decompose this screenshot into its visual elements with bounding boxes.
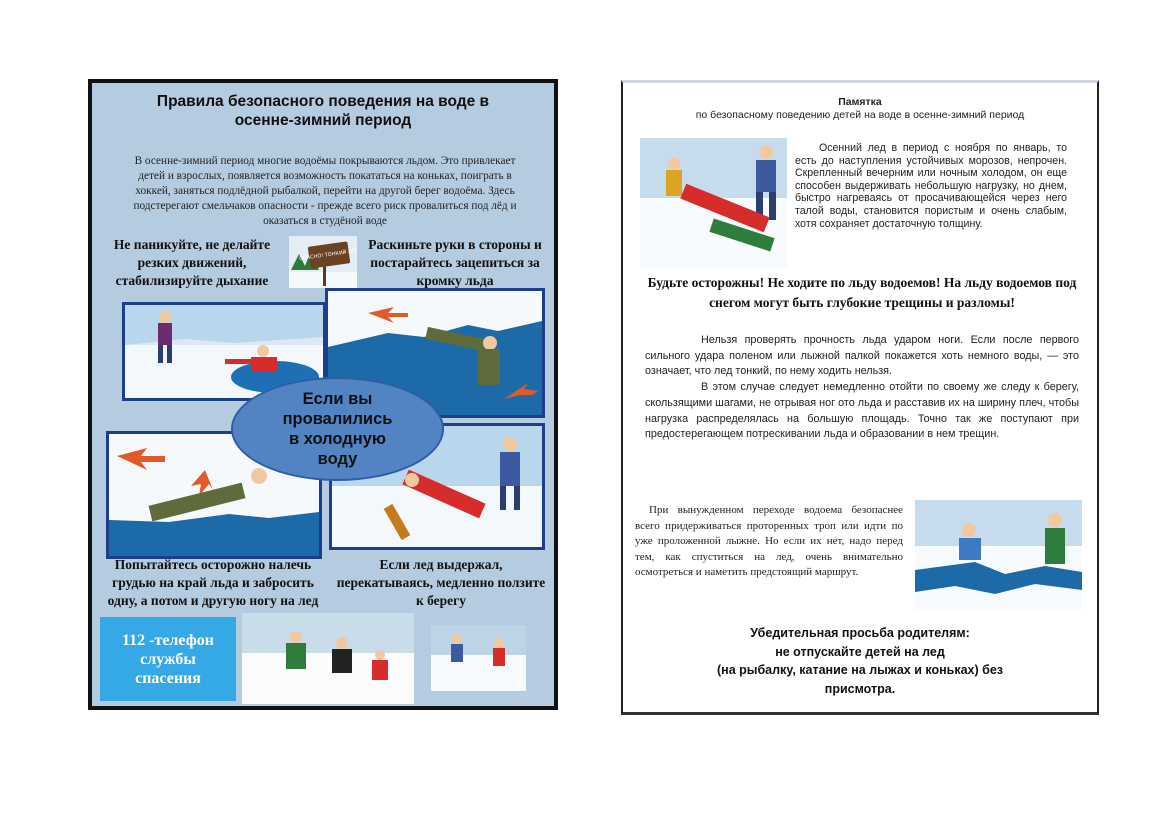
leaflet-paragraph-2: В этом случае следует немедленно отойти по своему же следу к берегу, скользящими шагами, не отрывая ног ото льда и расставив их на ширину плеч, чтобы нагрузка распределялась на большую площадь. Точно так же поступают при предостерегающем потрескивании льда и образовании в нем трещин.	[645, 381, 1079, 441]
thin-ice-sign-illustration	[289, 236, 357, 288]
leaflet-crossing-text: При вынужденном переходе водоема безопаснее всего придерживаться проторенных троп или идти по уже проложенной лыжне. Но если их нет, надо перед тем, как спуститься на лед, очень внимательно осмотреться и наметить предстоящий маршрут.	[635, 504, 903, 579]
leaflet-parents-plea: Убедительная просьба родителям: не отпускайте детей на лед (на рыбалку, катание на лыжах и коньках) без присмотра.	[717, 626, 1003, 696]
center-oval-if-you-fell-through: Если вы провалились в холодную воду	[231, 377, 444, 481]
leaflet-paragraph-1: Нельзя проверять прочность льда ударом ноги. Если после первого сильного удара поленом или лыжной палкой покажется хоть немного воды, — это означает, что лед тонкий, по нему ходить нельзя.	[645, 334, 1079, 378]
skating-kids-illustration	[431, 625, 526, 691]
poster-background	[92, 83, 554, 706]
poster-title: Правила безопасного поведения на воде в осенне-зимний период	[156, 93, 490, 129]
kids-on-ice-illustration	[242, 613, 414, 704]
tip-lean-on-ice-edge: Попытайтесь осторожно налечь грудью на край льда и забросить одну, а потом и другую ногу на лед	[107, 557, 319, 608]
emergency-phone-box: 112 -телефон службы спасения	[100, 617, 236, 701]
leaflet-body-text	[645, 333, 1079, 443]
poster-intro-text: В осенне-зимний период многие водоёмы покрываются льдом. Это привлекает детей и взрослых, появляется возможность покататься на коньках, поиграть в хоккей, заняться подлёдной рыбалкой, перейти на другой берег водоёма. Здесь подстерегают смельчаков опасности - прежде всего риск провалиться под лёд и оказаться в студёной воде	[133, 155, 517, 227]
leaflet-heading: Памятка	[838, 96, 882, 108]
tip-spread-arms: Раскиньте руки в стороны и постарайтесь зацепиться за кромку льда	[368, 237, 542, 288]
tip-dont-panic: Не паникуйте, не делайте резких движений, стабилизируйте дыхание	[113, 237, 271, 288]
tip-crawl-to-shore: Если лед выдержал, перекатываясь, медленно ползите к берегу	[336, 557, 546, 608]
boy-jumping-over-crack-illustration	[915, 500, 1082, 610]
leaflet-memo	[621, 80, 1099, 715]
thin-ice-sign-text: ОПАСНО! ТОНКИЙ ЛЁД	[298, 247, 357, 263]
safety-poster	[88, 79, 558, 710]
leaflet-warning: Будьте осторожны! Не ходите по льду водоемов! На льду водоемов под снегом могут быть глубокие трещины и разломы!	[647, 275, 1077, 310]
children-on-ice-illustration	[640, 138, 787, 268]
leaflet-subheading: по безопасному поведению детей на воде в осенне-зимний период	[695, 109, 1025, 121]
leaflet-intro-text: Осенний лед в период с ноября по январь, то есть до наступления устойчивых морозов, непрочен. Скрепленный вечерним или ночным холодом, он еще способен выдерживать небольшую нагрузку, но днем, быстро нагреваясь от просачивающейся через него талой воды, становится пористым и очень слабым, хотя сохраняет достаточную толщину.	[795, 142, 1067, 230]
